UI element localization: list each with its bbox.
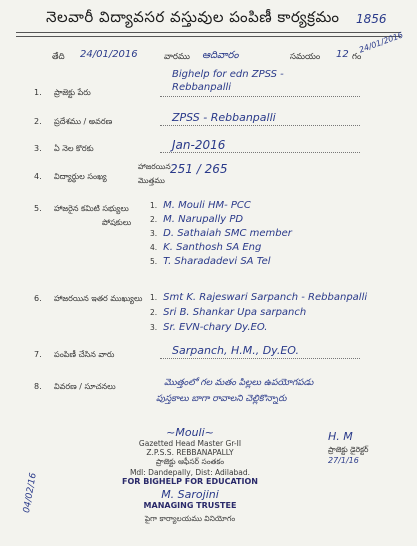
stamp-line-2: Z.P.S.S. REBBANAPALLY	[146, 448, 234, 457]
list-item: 2. M. Narupally PD	[150, 214, 244, 225]
field-remarks	[0, 378, 417, 422]
director-date: 27/1/16	[328, 456, 359, 465]
field-value: Bighelp for edn ZPSS - Rebbanpalli	[172, 69, 284, 93]
field-distributed-by	[0, 344, 417, 374]
list-item: 2. Sri B. Shankar Upa sarpanch	[150, 307, 307, 318]
field-value: ZPSS - Rebbanpalli	[172, 111, 276, 124]
field-underline	[160, 125, 360, 126]
field-underline	[160, 358, 360, 359]
field-label: ప్రాజెక్టు పేరు	[54, 88, 91, 97]
field-number: 2.	[34, 117, 42, 126]
field-number: 3.	[34, 144, 42, 153]
remarks-line-2: పుస్తకాలు బాగా రావాలని చెల్లికొన్నారు	[156, 394, 287, 404]
date-value: 24/01/2016	[80, 49, 138, 60]
director-label: ప్రాజెక్టు డైరెక్టర్	[328, 445, 369, 454]
day-value: ఆదివారం	[202, 50, 239, 61]
header-rule	[16, 32, 401, 33]
form-title: నెలవారీ విద్యావసర వస్తువుల పంపిణీ కార్యక్రమం	[46, 8, 340, 26]
patron-label: పోషకులు	[102, 218, 132, 227]
stamp-date: 24/01/2016	[357, 30, 405, 55]
field-number: 7.	[34, 350, 42, 359]
field-label: ఏ నెల కొరకు	[54, 144, 94, 153]
field-label: హాజరైన కమిటి సభ్యులు	[54, 204, 129, 213]
hm-signature: ~Mouli~	[166, 426, 214, 439]
field-number: 5.	[34, 204, 42, 213]
field-project-name	[0, 69, 417, 112]
time-value: 12	[336, 49, 349, 60]
org-name: FOR BIGHELP FOR EDUCATION	[122, 477, 258, 486]
project-officer-label: ప్రాజెక్టు ఆఫీసర్ సంతకం	[155, 457, 225, 466]
field-number: 4.	[34, 172, 42, 181]
field-underline	[160, 152, 360, 153]
committee-list	[150, 200, 292, 270]
field-number: 6.	[34, 294, 42, 303]
field-label: ప్రదేశము / అవరణ	[54, 117, 113, 126]
field-label: హాజరయిన ఇతర ముఖ్యులు	[54, 294, 143, 303]
list-item: 3. Sr. EVN-chary Dy.EO.	[150, 322, 268, 333]
field-underline	[160, 96, 360, 97]
header-rule-2	[16, 36, 401, 37]
list-item: 1. Smt K. Rajeswari Sarpanch - Rebbanpalli	[150, 292, 368, 303]
school-stamp	[90, 426, 290, 525]
list-item: 1. M. Mouli HM- PCC	[150, 200, 251, 211]
stamp-line-3: Mdl: Dandepally, Dist: Adilabad.	[129, 468, 251, 477]
field-label: వివరణ / సూచనలు	[54, 382, 116, 391]
field-number: 1.	[34, 88, 42, 97]
trustee-signature: M. Sarojini	[161, 488, 219, 501]
field-students	[0, 162, 417, 194]
field-value: Jan-2016	[172, 138, 226, 152]
field-label: విద్యార్థుల సంఖ్య	[54, 172, 107, 181]
field-value: 251 / 265	[170, 162, 228, 176]
day-label: వారము	[164, 52, 190, 62]
list-item: 3. D. Sathaiah SMC member	[150, 228, 292, 239]
director-signature: H. M	[328, 430, 353, 443]
list-item: 5. T. Sharadadevi SA Tel	[150, 256, 271, 267]
date-row	[52, 30, 407, 68]
total-label: మొత్తము	[138, 176, 165, 185]
footer-label: పైగా కార్యాలయము వినియోగం	[144, 514, 236, 523]
date-label: తేది	[52, 52, 65, 62]
field-label: పంపిణీ చేసిన వారు	[54, 350, 115, 359]
form-number: 1856	[356, 12, 387, 26]
present-label: హాజరయిన	[138, 162, 171, 171]
field-value: Sarpanch, H.M., Dy.EO.	[172, 344, 299, 357]
stamp-line-1: Gazetted Head Master Gr-II	[138, 439, 242, 448]
remarks-line-1: మొత్తంలో గల మతం పిల్లలు ఉపయోగపడు	[164, 378, 314, 388]
time-label: సమయం	[290, 52, 321, 62]
side-date-note: 04/02/16	[22, 472, 39, 514]
trustee-title: MANAGING TRUSTEE	[143, 501, 237, 510]
time-suffix: గం	[352, 52, 362, 62]
guests-list	[150, 292, 367, 337]
director-signature-block	[328, 430, 408, 465]
list-item: 4. K. Santhosh SA Eng	[150, 242, 262, 253]
field-number: 8.	[34, 382, 42, 391]
